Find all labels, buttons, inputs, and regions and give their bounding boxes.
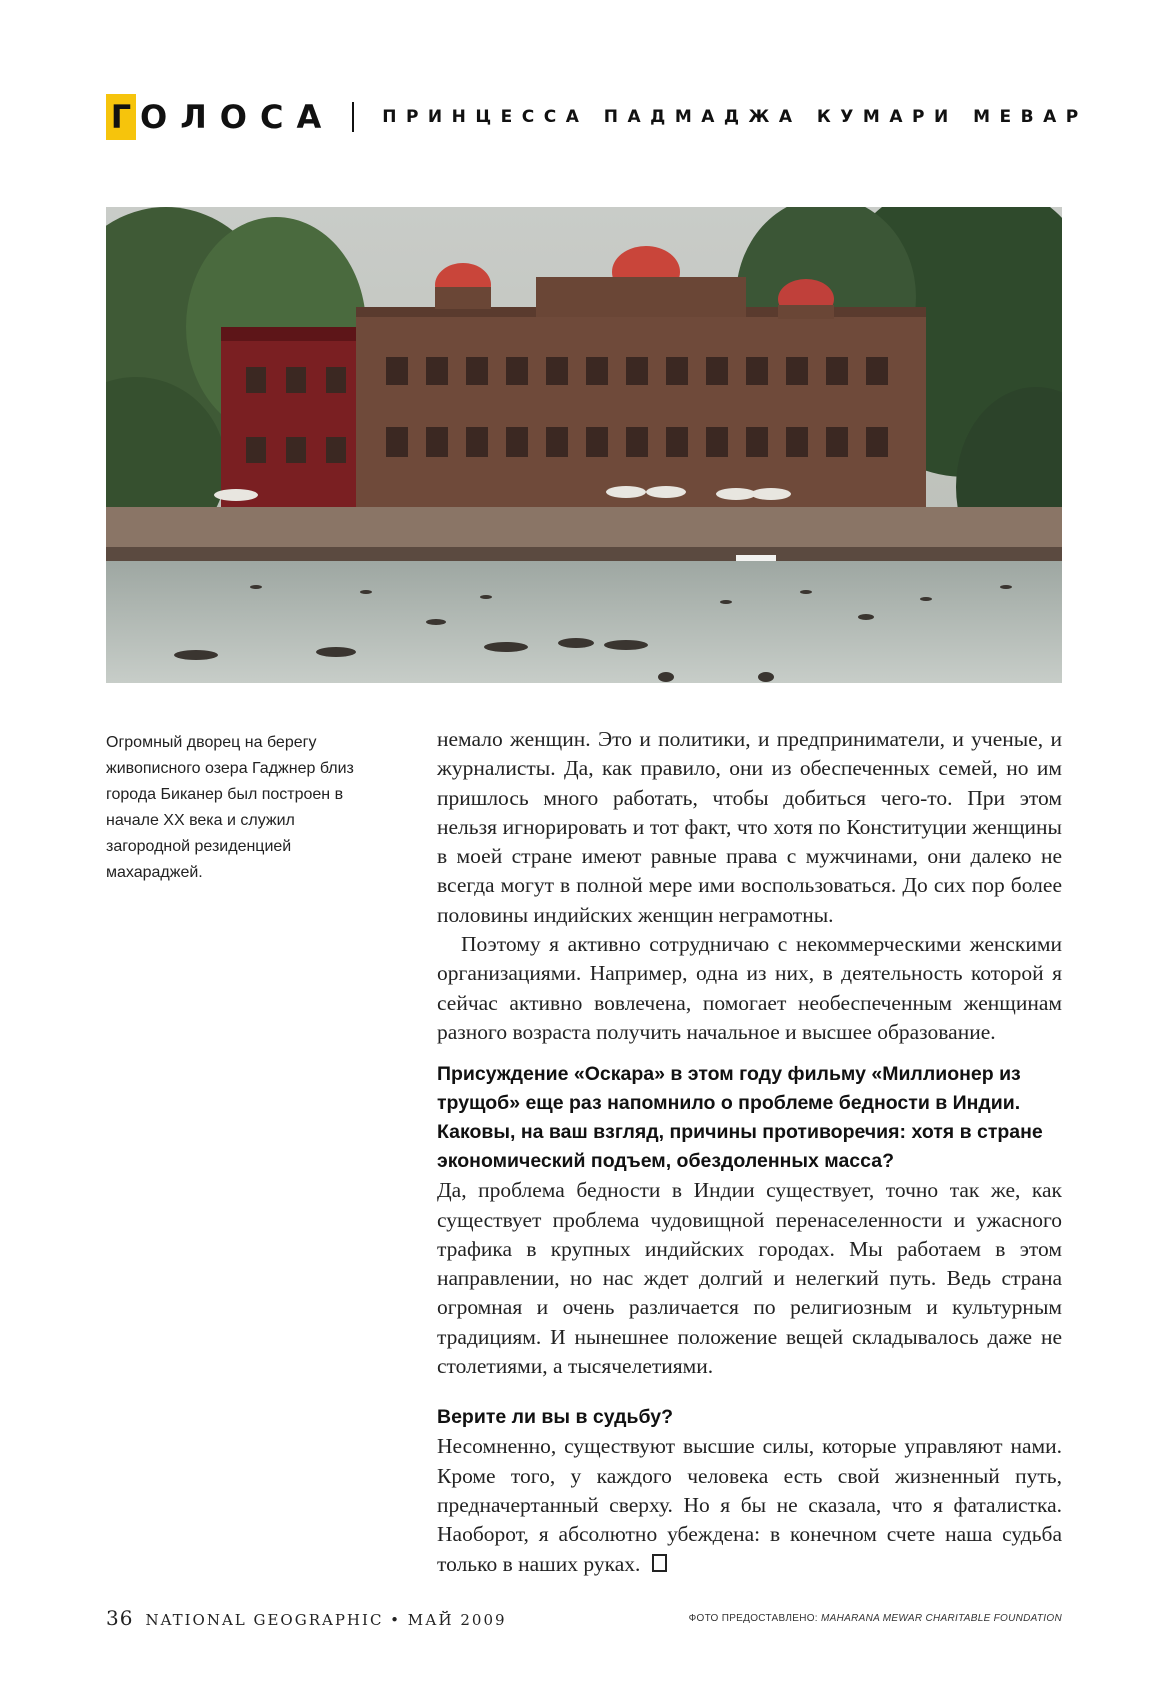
article-body	[437, 725, 1062, 1579]
credit-name: MAHARANA MEWAR CHARITABLE FOUNDATION	[820, 1613, 1062, 1624]
photo-caption: Огромный дворец на берегу живописного озера Гаджнер близ города Биканер был построен в начале XX века и служил загородной резиденцией махараджей.	[106, 734, 354, 881]
interview-answer: Да, проблема бедности в Индии существует, точно так же, как существует проблема чудовищной перенаселенности и ужасного трафика в крупных индийских городах. Мы работаем в этом направлении, но нас ждет долгий и нелегкий путь. Ведь страна огромная и очень различается по религиозным и культурным традициям. И нынешнее положение вещей складывалось даже не столетиями, а тысячелетиями.	[437, 1178, 1062, 1379]
paragraph: немало женщин. Это и политики, и предприниматели, и ученые, и журналисты. Да, как правило, они из обеспеченных семей, но им пришлось много работать, чтобы добиться чего-то. При этом нельзя игнорировать и тот факт, что хотя по Конституции женщины в моей стране имеют равные права с мужчинами, они далеко не всегда могут в полной мере ими воспользоваться. До сих пор более половины индийских женщин неграмотны.	[437, 727, 1062, 927]
section-initial: Г	[106, 94, 136, 140]
section-title: ОЛОСА	[140, 98, 335, 136]
interview-question: Присуждение «Оскара» в этом году фильму «Миллионер из трущоб» еще раз напомнило о проблеме бедности в Индии. Каковы, на ваш взгляд, причины противоречия: хотя в стране экономический подъем, обездоленных масса?	[437, 1063, 1043, 1173]
interview-question: Верите ли вы в судьбу?	[437, 1406, 674, 1429]
photo-credit	[689, 1613, 1062, 1624]
credit-prefix: ФОТО ПРЕДОСТАВЛЕНО:	[688, 1613, 818, 1624]
header-subtitle: ПРИНЦЕССА ПАДМАДЖА КУМАРИ МЕВАР	[382, 107, 1088, 127]
answer-text: Несомненно, существуют высшие силы, которые управляют нами. Кроме того, у каждого человека есть свой жизненный путь, предначертанный сверху. Но я бы не сказала, что я фаталистка. Наоборот, я абсолютно убеждена: в конечном счете наша судьба только в наших руках.	[437, 1434, 1062, 1576]
page-number: 36	[106, 1606, 134, 1630]
end-mark-icon	[652, 1554, 667, 1572]
magazine-issue: NATIONAL GEOGRAPHIC • МАЙ 2009	[145, 1611, 507, 1629]
paragraph: Поэтому я активно сотрудничаю с некоммерческими женскими организациями. Например, одна из них, в деятельность которой я сейчас активно вовлечена, помогает необеспеченным женщинам разного возраста получить начальное и высшее образование.	[437, 932, 1062, 1044]
header-divider	[352, 102, 354, 132]
interview-answer	[437, 1432, 1062, 1578]
section-header	[106, 94, 1088, 140]
palace-photo	[106, 207, 1062, 683]
page-footer	[106, 1606, 507, 1630]
